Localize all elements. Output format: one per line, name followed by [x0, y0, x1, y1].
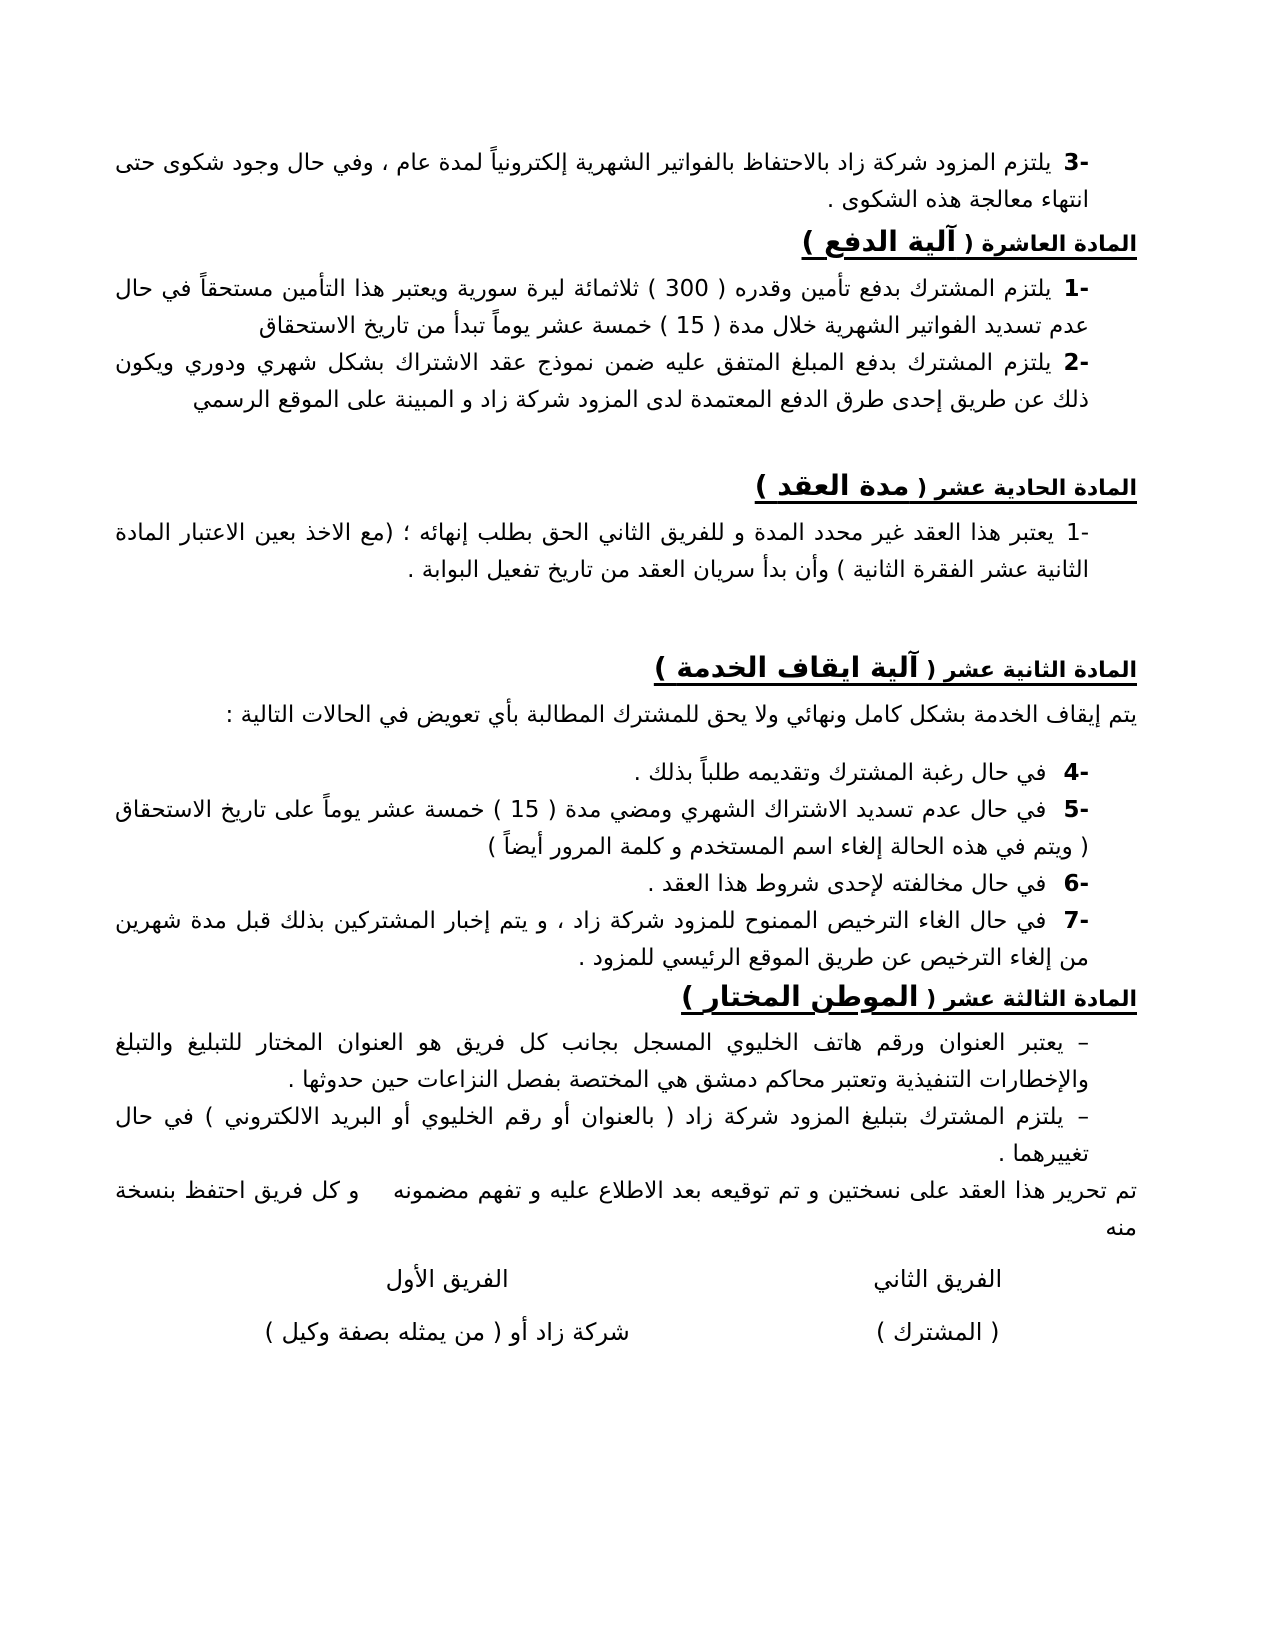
- article-12-items: [115, 755, 1137, 977]
- clause-item-1: [115, 515, 1137, 589]
- item-number: 6-: [1063, 871, 1089, 897]
- article-10-close-paren: ): [801, 225, 825, 258]
- article-11-items: [115, 515, 1137, 589]
- item-number: 7-: [1063, 908, 1089, 934]
- article-12-close-paren: ): [653, 651, 677, 684]
- article-10-heading: [115, 222, 1137, 265]
- article-10-number-label: المادة العاشرة (: [956, 232, 1137, 257]
- article-13-heading: [115, 977, 1137, 1020]
- contract-content: [115, 145, 1137, 1351]
- signature-titles-row: [115, 1261, 1137, 1298]
- item-number: 4-: [1063, 760, 1089, 786]
- item-text: يلتزم المزود شركة زاد بالاحتفاظ بالفواتير الشهرية إلكترونياً لمدة عام ، وفي حال وجود شكوى حتى انتهاء معالجة هذه الشكوى .: [115, 150, 1089, 213]
- item-text: في حال الغاء الترخيص الممنوح للمزود شركة زاد ، و يتم إخبار المشتركين بذلك قبل مدة شهرين من إلغاء الترخيص عن طريق الموقع الرئيسي للمزود .: [115, 908, 1089, 971]
- article-13-items: [115, 1025, 1137, 1173]
- dash-bullet: –: [1077, 1104, 1089, 1130]
- article-12-intro: يتم إيقاف الخدمة بشكل كامل ونهائي ولا يحق للمشترك المطالبة بأي تعويض في الحالات التالية :: [225, 702, 1137, 728]
- party1-name: شركة زاد أو ( من يمثله بصفة وكيل ): [264, 1318, 630, 1346]
- article-10-items: [115, 271, 1137, 419]
- signature-names-row: [115, 1314, 1137, 1351]
- item-text: في حال عدم تسديد الاشتراك الشهري ومضي مدة ( 15 ) خمسة عشر يوماً على تاريخ الاستحقاق ( ويتم في هذه الحالة إلغاء اسم المستخدم و كلمة المرور أيضاً ): [115, 797, 1089, 860]
- clause-item-4: [115, 755, 1137, 792]
- article-11-heading: [115, 466, 1137, 509]
- clause-item-2: [115, 345, 1137, 419]
- item-text: يلتزم المشترك بدفع المبلغ المتفق عليه ضمن نموذج عقد الاشتراك بشكل شهري ودوري ويكون ذلك عن طريق إحدى طرق الدفع المعتمدة لدى المزود شركة زاد و المبينة على الموقع الرسمي: [115, 350, 1089, 413]
- article-10-title: آلية الدفع: [824, 225, 957, 258]
- item-text: يعتبر العنوان ورقم هاتف الخليوي المسجل بجانب كل فريق هو العنوان المختار للتبليغ والتبلغ والإخطارات التنفيذية وتعتبر محاكم دمشق هي المختصة بفصل النزاعات حين حدوثها .: [115, 1030, 1089, 1093]
- item-text: في حال رغبة المشترك وتقديمه طلباً بذلك .: [633, 760, 1047, 786]
- article-13-heading-underline: [681, 980, 1137, 1013]
- article-10-heading-underline: [801, 225, 1137, 258]
- article-13-title: الموطن المختار: [703, 980, 919, 1013]
- party1-title: الفريق الأول: [385, 1265, 509, 1293]
- article-12-heading: [115, 648, 1137, 691]
- item-text: يلتزم المشترك بدفع تأمين وقدره ( 300 ) ثلاثمائة ليرة سورية ويعتبر هذا التأمين مستحقاً في حال عدم تسديد الفواتير الشهرية خلال مدة ( 15 ) خمسة عشر يوماً تبدأ من تاريخ الاستحقاق: [115, 276, 1089, 339]
- item-number: 2-: [1063, 350, 1089, 376]
- article-11-title: مدة العقد: [777, 469, 910, 502]
- clause-item-5: [115, 792, 1137, 866]
- item-number: 1-: [1066, 520, 1089, 546]
- clause-item-3: [115, 145, 1137, 219]
- clause-item-6: [115, 866, 1137, 903]
- item-text: يعتبر هذا العقد غير محدد المدة و للفريق الثاني الحق بطلب إنهائه ؛ (مع الاخذ بعين الاعتبار المادة الثانية عشر الفقرة الثانية ) وأن بدأ سريان العقد من تاريخ تفعيل البوابة .: [115, 520, 1089, 583]
- article-12-number-label: المادة الثانية عشر (: [918, 658, 1137, 683]
- dash-item-2: [115, 1099, 1137, 1173]
- party2-title: الفريق الثاني: [873, 1265, 1003, 1293]
- article-11-number-label: المادة الحادية عشر (: [909, 476, 1137, 501]
- item-number: 3-: [1063, 150, 1089, 176]
- item-number: 1-: [1063, 276, 1089, 302]
- item-number: 5-: [1063, 797, 1089, 823]
- party2-name: ( المشترك ): [875, 1318, 1000, 1346]
- item-text: يلتزم المشترك بتبليغ المزود شركة زاد ( بالعنوان أو رقم الخليوي أو البريد الالكتروني ) في حال تغييرهما .: [115, 1104, 1089, 1167]
- article-11-close-paren: ): [754, 469, 778, 502]
- closing-statement-continuation: منه: [1105, 1215, 1137, 1241]
- clause-item-1: [115, 271, 1137, 345]
- article-11-heading-underline: [754, 469, 1137, 502]
- article-13-close-paren: ): [681, 980, 704, 1013]
- dash-item-1: [115, 1025, 1137, 1099]
- article-12-heading-underline: [653, 651, 1137, 684]
- article-12-title: آلية ايقاف الخدمة: [676, 651, 919, 684]
- closing-statement: تم تحرير هذا العقد على نسختين و تم توقيعه بعد الاطلاع عليه و تفهم مضمونه و كل فريق احتفظ بنسخة: [115, 1178, 1137, 1204]
- item-text: في حال مخالفته لإحدى شروط هذا العقد .: [647, 871, 1047, 897]
- article-13-number-label: المادة الثالثة عشر (: [918, 987, 1137, 1012]
- clause-item-7: [115, 903, 1137, 977]
- dash-bullet: –: [1077, 1030, 1089, 1056]
